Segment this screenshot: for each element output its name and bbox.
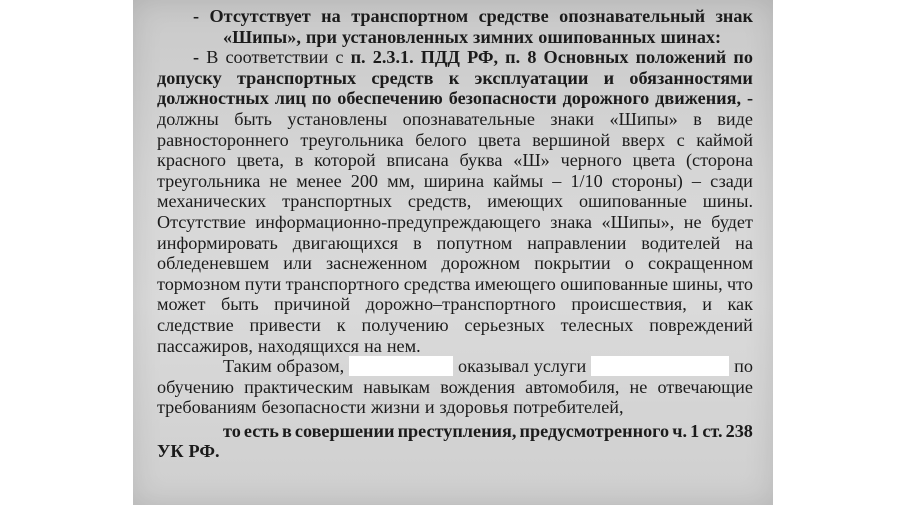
text-line: тормозном пути транспортного средства имеющего ошипованные шины, что [157,273,753,294]
text-line: должностных лиц по обеспечению безопасности дорожного движения, - [157,88,753,109]
document-text [157,6,753,462]
text-line: должны быть установлены опознавательные знаки «Шипы» в виде [157,108,753,129]
text-line: информировать двигающихся в попутном направлении водителей на [157,232,753,253]
scanned-document-page [133,0,773,505]
redaction-box [349,356,453,376]
text-line: красного цвета, в которой вписана буква «Ш» черного цвета (сторона [157,150,753,171]
text-line: Отсутствие информационно-предупреждающего знака «Шипы», не будет [157,211,753,232]
text-line: механических транспортных средств, имеющих ошипованные шины. [157,191,753,212]
text-line: допуску транспортных средств к эксплуатации и обязанностями [157,67,753,88]
text-line: - В соответствии с п. 2.3.1. ПДД РФ, п. 8 Основных положений по [193,47,753,68]
text-line: то есть в совершении преступления, предусмотренного ч. 1 ст. 238 [223,420,753,441]
text-line: обучению практическим навыкам вождения автомобиля, не отвечающие [157,376,753,397]
text-line: «Шипы», при установленных зимних ошипованных шинах: [223,26,722,47]
text-line: требованиям безопасности жизни и здоровья потребителей, [157,397,624,418]
text-line: треугольника не менее 200 мм, ширина каймы – 1/10 стороны) – сзади [157,170,753,191]
text-line: может быть причиной дорожно–транспортного происшествия, и как [157,294,753,315]
text-line: равностороннего треугольника белого цвета вершиной вверх с каймой [157,129,753,150]
redaction-box [591,356,729,376]
text-line: - Отсутствует на транспортном средстве опознавательный знак [193,6,753,26]
text-line: пассажиров, находящихся на нем. [157,335,421,356]
text-line: УК РФ. [157,441,220,462]
text-line: Таким образом, оказывал услуги по [223,356,753,377]
text-line: следствие привести к получению серьезных телесных повреждений [157,314,753,335]
text-line: обледеневшем или заснеженном дорожном покрытии о сокращенном [157,253,753,274]
